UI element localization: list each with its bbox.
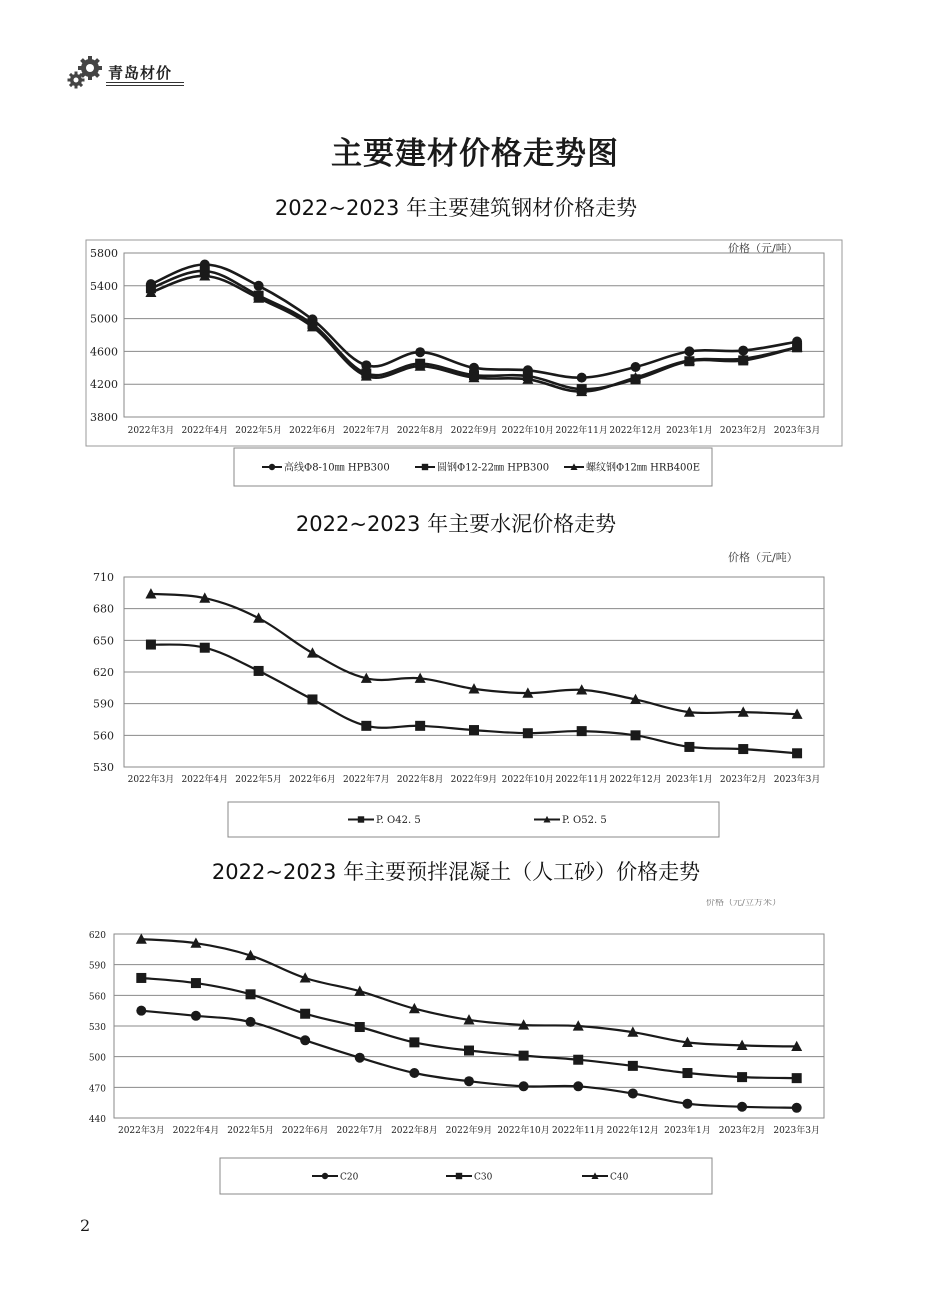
- brand-name: 青岛材价: [108, 64, 173, 82]
- concrete-series-2-point: [300, 1009, 310, 1019]
- steel-x-tick-label: 2022年11月: [555, 426, 608, 436]
- cement-y-tick-label: 680: [93, 602, 114, 616]
- cement-legend-label-2: P. O52. 5: [562, 815, 607, 826]
- concrete-chart-title: 2022~2023 年主要预拌混凝土（人工砂）价格走势: [211, 860, 701, 884]
- concrete-x-tick-label: 2022年5月: [227, 1126, 274, 1136]
- cement-unit-label: 价格（元/吨）: [728, 551, 798, 564]
- steel-x-tick-label: 2022年9月: [450, 426, 498, 436]
- steel-y-tick-label: 4600: [90, 345, 118, 359]
- cement-x-tick-label: 2022年9月: [450, 775, 498, 785]
- steel-x-tick-label: 2022年3月: [127, 426, 175, 436]
- concrete-x-tick-label: 2023年3月: [773, 1126, 821, 1136]
- steel-x-tick-label: 2023年2月: [719, 426, 767, 436]
- concrete-unit-label: 价格（元/立方米）: [706, 899, 782, 908]
- concrete-series-2-point: [464, 1046, 474, 1056]
- steel-y-tick-label: 5000: [90, 312, 118, 326]
- concrete-y-tick-label: 530: [88, 1023, 106, 1033]
- concrete-x-tick-label: 2022年7月: [336, 1126, 384, 1136]
- steel-x-tick-label: 2022年6月: [289, 426, 336, 436]
- cement-y-tick-label: 650: [93, 634, 114, 648]
- concrete-series-2-point: [409, 1037, 419, 1047]
- concrete-series-1-point: [355, 1053, 365, 1063]
- concrete-series-1-point: [628, 1088, 638, 1098]
- cement-x-tick-label: 2022年4月: [181, 775, 229, 785]
- cement-x-tick-label: 2023年3月: [773, 775, 821, 785]
- concrete-series-1-point: [136, 1006, 146, 1016]
- cement-y-tick-label: 590: [93, 697, 114, 711]
- concrete-series-line-2: [141, 978, 796, 1078]
- concrete-series-1-point: [737, 1102, 747, 1112]
- steel-x-tick-label: 2022年7月: [342, 426, 390, 436]
- steel-y-tick-label: 5400: [90, 279, 118, 293]
- concrete-series-2-point: [519, 1051, 529, 1061]
- page-number: 2: [80, 1216, 91, 1235]
- steel-x-tick-label: 2023年1月: [666, 426, 713, 436]
- steel-x-tick-label: 2022年8月: [396, 426, 444, 436]
- concrete-legend-marker-1: [322, 1173, 328, 1179]
- cement-x-tick-label: 2023年2月: [719, 775, 767, 785]
- steel-y-tick-label: 3800: [90, 411, 118, 424]
- concrete-y-tick-label: 440: [88, 1115, 106, 1125]
- concrete-x-tick-label: 2022年9月: [445, 1126, 493, 1136]
- concrete-series-1-point: [519, 1081, 529, 1091]
- concrete-legend-marker-2: [456, 1173, 462, 1179]
- cement-legend-label-1: P. O42. 5: [376, 815, 421, 826]
- concrete-x-tick-label: 2022年10月: [497, 1126, 550, 1136]
- concrete-x-tick-label: 2022年8月: [391, 1126, 438, 1136]
- steel-x-tick-label: 2022年5月: [235, 426, 282, 436]
- cement-y-tick-label: 710: [93, 571, 114, 584]
- concrete-series-1-point: [300, 1035, 310, 1045]
- concrete-series-2-point: [792, 1073, 802, 1083]
- concrete-series-2-point: [355, 1022, 365, 1032]
- concrete-series-1-point: [792, 1103, 802, 1113]
- concrete-series-2-point: [191, 978, 201, 988]
- cement-x-tick-label: 2022年8月: [396, 775, 444, 785]
- steel-legend-label-3: 螺纹钢Φ12㎜ HRB400E: [586, 462, 701, 474]
- concrete-series-2-point: [573, 1055, 583, 1065]
- concrete-y-tick-label: 500: [88, 1053, 106, 1064]
- concrete-x-tick-label: 2022年4月: [172, 1126, 220, 1136]
- concrete-series-1-point: [246, 1017, 256, 1027]
- concrete-x-tick-label: 2023年1月: [664, 1126, 711, 1136]
- concrete-legend-label-2: C30: [474, 1172, 493, 1183]
- cement-chart-title: 2022~2023 年主要水泥价格走势: [295, 512, 617, 536]
- concrete-series-line-3: [141, 939, 796, 1046]
- cement-x-tick-label: 2022年5月: [235, 775, 282, 785]
- concrete-legend-label-1: C20: [340, 1172, 359, 1183]
- cement-x-tick-label: 2023年1月: [666, 775, 713, 785]
- concrete-series-2-point: [682, 1068, 692, 1078]
- steel-unit-label: 价格（元/吨）: [728, 242, 798, 255]
- page-title: 主要建材价格走势图: [331, 136, 619, 172]
- concrete-series-2-point: [136, 973, 146, 983]
- concrete-series-2-point: [246, 989, 256, 999]
- steel-x-tick-label: 2022年12月: [609, 426, 662, 436]
- concrete-legend-label-3: C40: [610, 1172, 629, 1183]
- cement-y-tick-label: 620: [93, 666, 114, 679]
- steel-legend-label-1: 高线Φ8-10㎜ HPB300: [284, 462, 390, 474]
- cement-y-tick-label: 530: [93, 761, 114, 774]
- concrete-series-1-point: [573, 1081, 583, 1091]
- cement-x-tick-label: 2022年12月: [609, 775, 662, 785]
- steel-chart-title: 2022~2023 年主要建筑钢材价格走势: [274, 196, 638, 220]
- concrete-series-line-1: [141, 1011, 796, 1108]
- concrete-series-2-point: [737, 1072, 747, 1082]
- concrete-series-1-point: [682, 1099, 692, 1109]
- concrete-y-tick-label: 560: [88, 992, 106, 1003]
- steel-y-tick-label: 4200: [90, 378, 118, 392]
- concrete-series-2-point: [628, 1061, 638, 1071]
- steel-x-tick-label: 2022年4月: [181, 426, 229, 436]
- steel-x-tick-label: 2022年10月: [501, 426, 555, 436]
- cement-x-tick-label: 2022年11月: [555, 775, 608, 785]
- cement-x-tick-label: 2022年3月: [127, 775, 175, 785]
- concrete-series-1-point: [464, 1076, 474, 1086]
- cement-y-tick-label: 560: [93, 729, 114, 743]
- concrete-x-tick-label: 2023年2月: [718, 1126, 766, 1136]
- concrete-y-tick-label: 470: [88, 1084, 106, 1095]
- cement-x-tick-label: 2022年10月: [501, 775, 555, 785]
- concrete-y-tick-label: 620: [88, 931, 106, 941]
- concrete-x-tick-label: 2022年11月: [552, 1126, 605, 1136]
- cement-x-tick-label: 2022年7月: [342, 775, 390, 785]
- concrete-x-tick-label: 2022年3月: [117, 1126, 165, 1136]
- concrete-x-tick-label: 2022年12月: [606, 1126, 660, 1136]
- concrete-series-1-point: [191, 1011, 201, 1021]
- concrete-x-tick-label: 2022年6月: [281, 1126, 329, 1136]
- steel-legend-label-2: 圆钢Φ12-22㎜ HPB300: [437, 462, 550, 474]
- steel-x-tick-label: 2023年3月: [773, 426, 821, 436]
- concrete-y-tick-label: 590: [88, 961, 106, 972]
- concrete-series-1-point: [409, 1068, 419, 1078]
- cement-x-tick-label: 2022年6月: [289, 775, 336, 785]
- steel-y-tick-label: 5800: [90, 247, 118, 260]
